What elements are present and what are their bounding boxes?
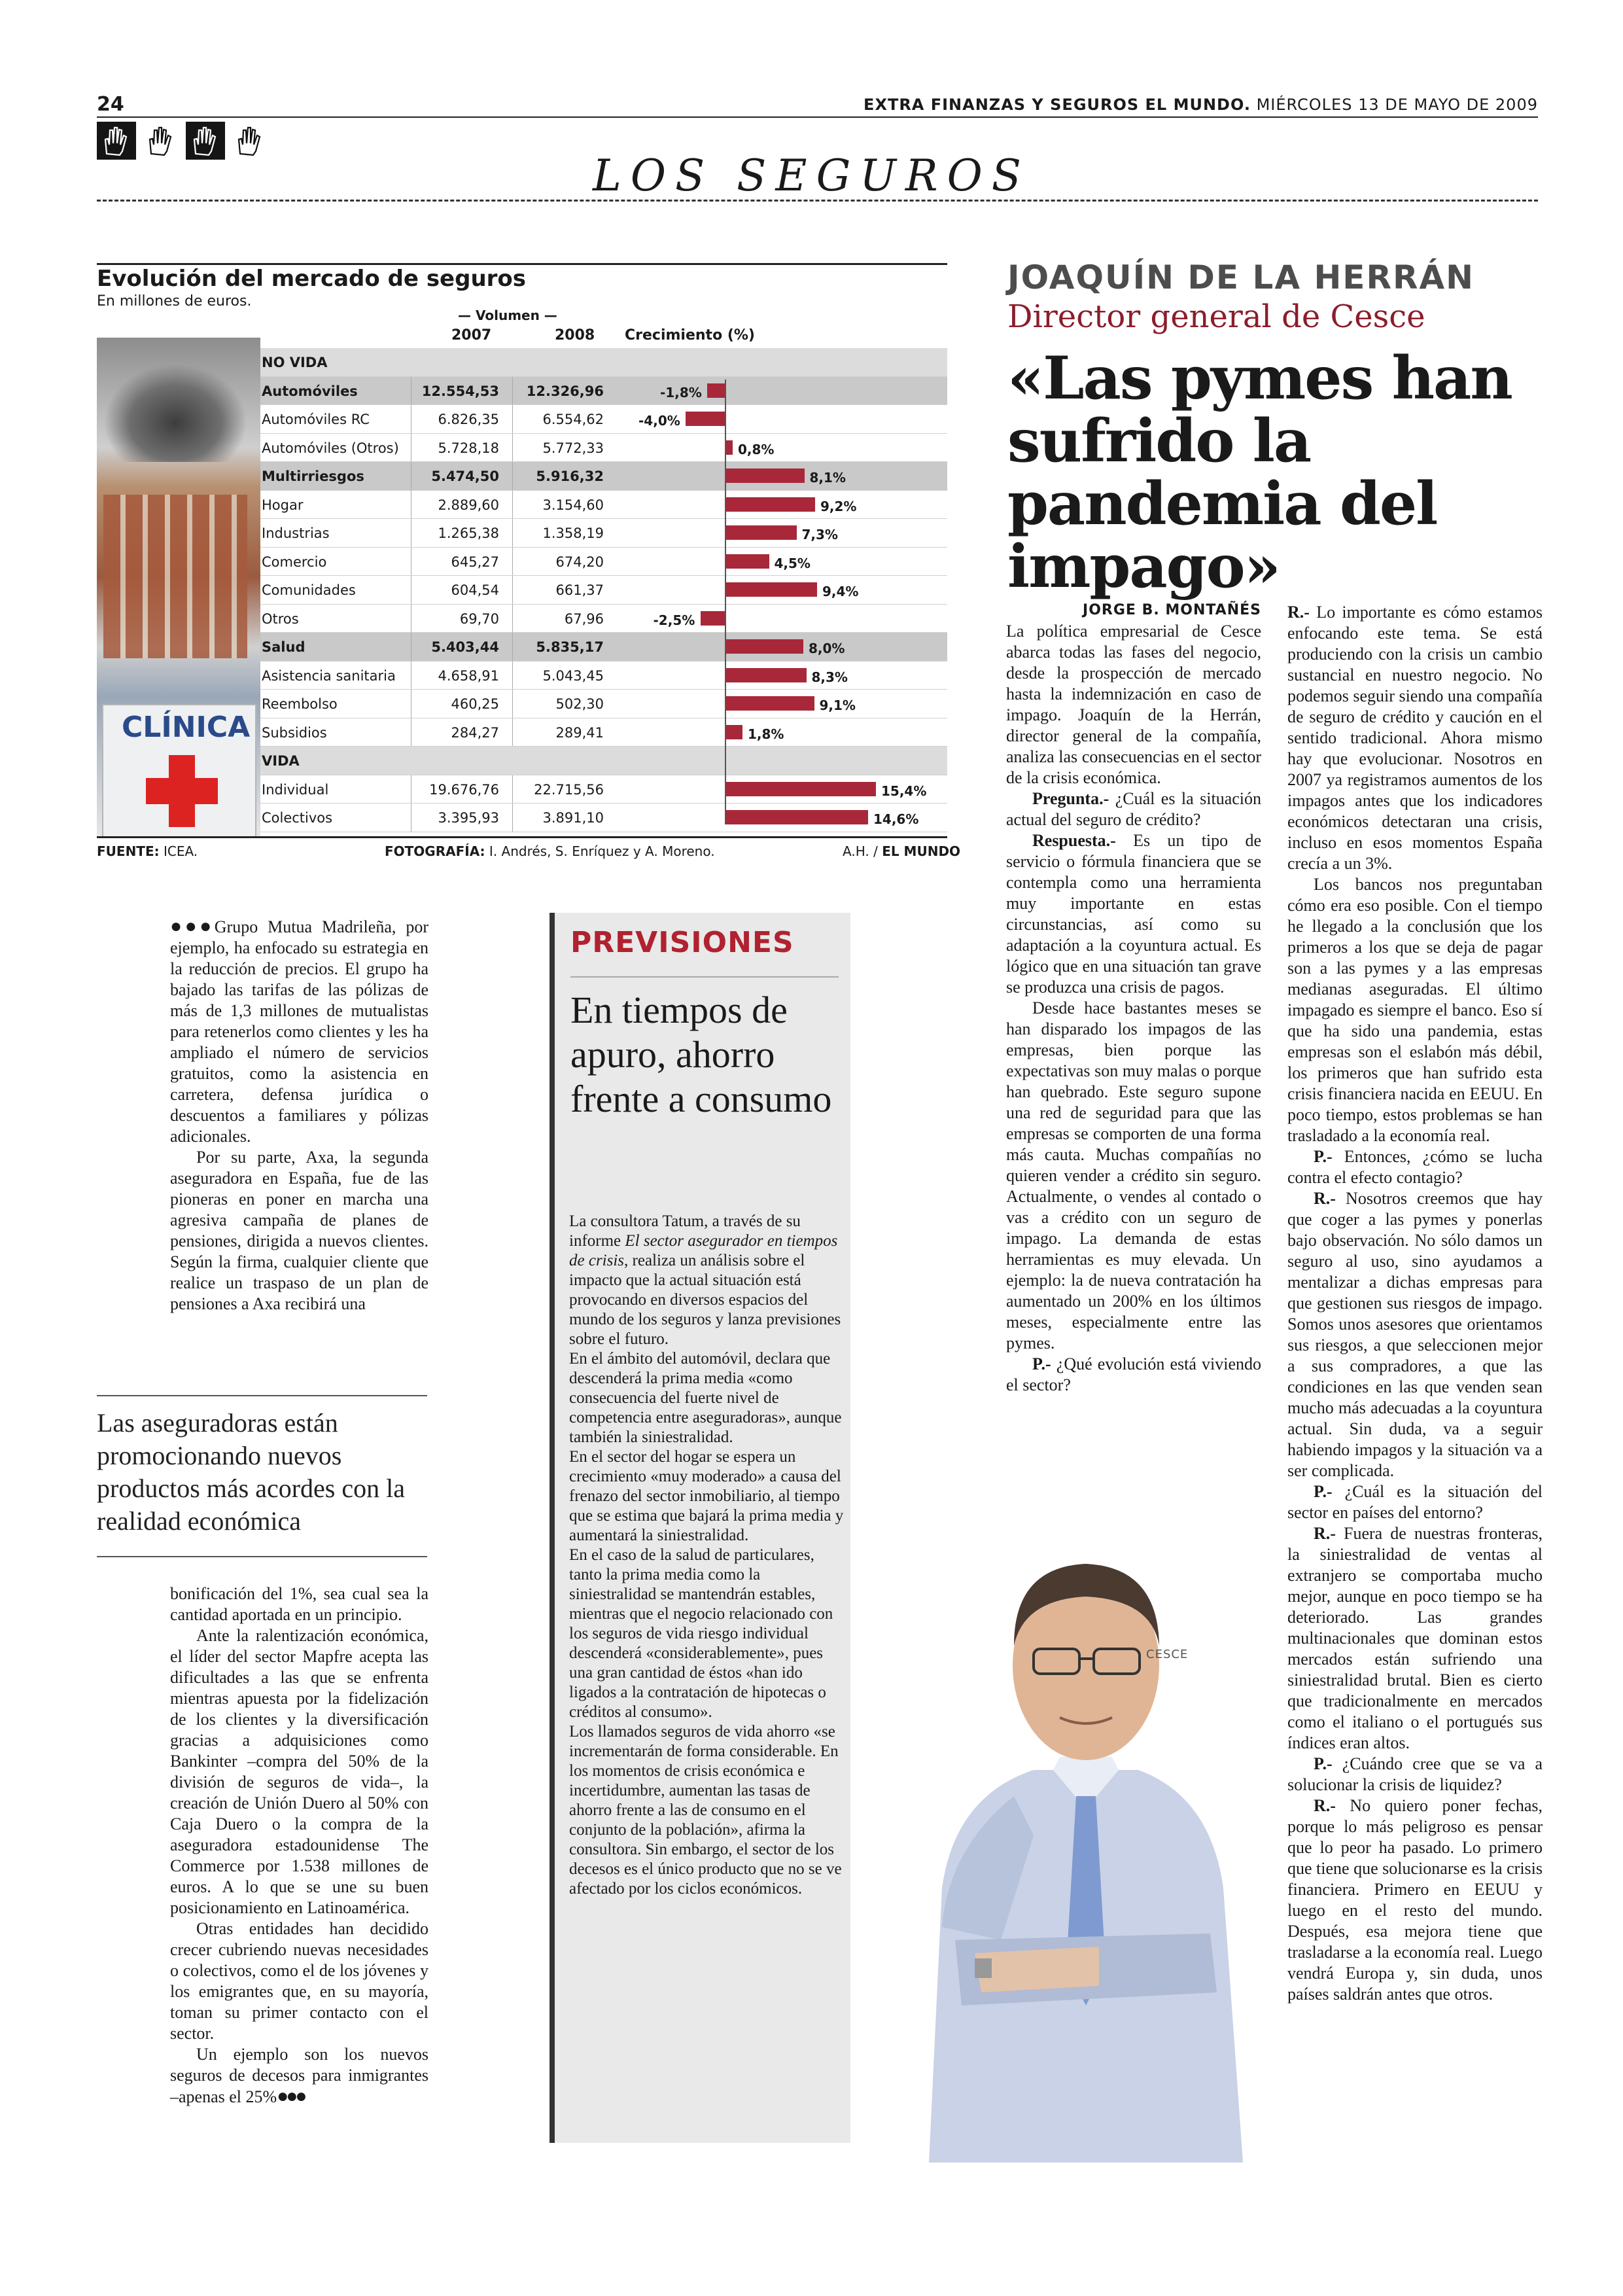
chart-value-2007: 4.658,91 [438,667,499,684]
car-photo [103,364,247,462]
chart-bar [707,383,725,398]
chart-bar-label: -4,0% [638,413,680,429]
paragraph-text: Ante la ralentización económica, el líder del sector Mapfre acepta las dificultades a las que se enfrenta mientras apuesta por la fidelización de los clientes y la diversificación gracias a adquisiciones como Bankinter –compra del 50% de la división de seguros de vida–, la creación de Unión Duero al 50% con Caja Duero o la compra de la aseguradora estadounidense The Commerce por 1.538 millones de euros. A lo que se une su buen posicionamiento en Latinoamérica. [170,1626,428,1917]
left-article-top [170,916,428,1315]
chart-value-2007: 69,70 [459,610,499,627]
chart-row [260,804,947,832]
chart-row [260,605,947,633]
chart-value-2008: 5.772,33 [542,440,604,456]
chart-value-2008: 3.891,10 [542,810,604,826]
chart-bar [725,668,807,682]
paragraph-text: Un ejemplo son los nuevos seguros de decesos para inmigrantes –apenas el 25% [170,2045,428,2106]
chart-row-label: Comunidades [262,582,356,598]
left-article-paragraph [170,916,428,1147]
paragraph-text: ¿Cuál es la situación del sector en países del entorno? [1287,1482,1543,1522]
qa-marker: R.- [1314,1796,1336,1815]
chart-row-label: Salud [262,639,305,655]
sidebar-text-pre: En el caso de la salud de particulares, tanto la prima media como la siniestralidad se mantendrán estables, mientras que el negocio relacionado con los seguros de vida riesgo individual descenderá «considerablemente», pues una gran cantidad de éstos «han ido ligados a la contratación de hipotecas o créditos al consumo». [569,1546,833,1721]
chart-heading [97,266,947,309]
chart-bar-label: 9,2% [820,498,857,514]
paragraph-text: Por su parte, Axa, la segunda aseguradora en España, fue de las pioneras en poner en marcha una agresiva campaña de planes de pensiones, dirigida a nuevos clientes. Según la firma, cualquier cliente que realice un traspaso de un plan de pensiones a Axa recibirá una [170,1148,428,1313]
interview-column-2 [1287,602,1543,2005]
chart-value-2007: 6.826,35 [438,412,499,427]
chart-value-2008: 22.715,56 [534,781,604,798]
paragraph-text: Entonces, ¿cómo se lucha contra el efecto contagio? [1287,1147,1543,1187]
chart-bar-label: 1,8% [748,726,784,742]
chart-bar [725,725,742,739]
paragraph-text: Fuera de nuestras fronteras, la siniestralidad de ventas al extranjero se comportaba mucho mejor, aunque en poco tiempo se ha deteriorado. Las grandes multinacionales que dominan estos mercados están sufriendo una siniestralidad brutal. Bien es cierto que tradicionalmente en mercados como el italiano o el portugués sus índices eran altos. [1287,1524,1543,1752]
chart-row-label: Subsidios [262,724,327,741]
qa-marker: R.- [1287,603,1310,622]
sidebar-text-pre: La consultora Tatum, a través de su informe [569,1212,801,1250]
chart-value-2008: 502,30 [555,696,604,712]
paragraph-text: Desde hace bastantes meses se han disparado los impagos de las empresas, bien porque las expectativas son muy malas o porque han quebrado. Este seguro supone una red de seguridad para que las empresas se comporten de una forma más cauta. Muchas compañías no quieren vender a crédito sin seguro. Actualmente, o vendes al contado o vas a crédito con un seguro de impago. La demanda de estas herramientas es muy elevada. Un ejemplo: la de nueva contratación ha aumentado un 200% en los últimos meses, especialmente entre las pymes. [1006,998,1261,1352]
chart-bar [725,497,815,512]
chart-row-label: Colectivos [262,810,333,826]
bullet-dots: ●●● [170,915,215,937]
chart-row [260,434,947,463]
chart-bar-label: 15,4% [881,783,927,799]
chart-row-divider [512,434,513,462]
chart-bar-label: 9,4% [822,584,859,599]
paragraph-text: Es un tipo de servicio o fórmula financiera que se contempla como una herramienta muy importante en estas circunstancias, así como su adaptación a la coyuntura actual. Es lógico que en una situación tan grave se produzca una crisis de pagos. [1006,831,1261,997]
interview-paragraph [1287,1188,1543,1481]
chart-bar [725,582,817,597]
chart-value-2008: 5.043,45 [542,667,604,684]
chart-row-divider [512,690,513,718]
paragraph-text: Otras entidades han decidido crecer cubriendo nuevas necesidades o colectivos, como el de los jóvenes y los emigrantes que, en su mayoría, toman su primer contacto con el sector. [170,1919,428,2043]
col-2007: 2007 [451,327,492,344]
pull-quote-rule-top [97,1395,427,1396]
sidebar-headline: En tiempos de apuro, ahorro frente a consumo [570,989,832,1120]
chart-row-divider [512,718,513,747]
chart-row-label: Automóviles [262,383,358,399]
chart-row-label: Comercio [262,554,327,570]
paragraph-text: ¿Cuál es la situación actual del seguro de crédito? [1006,789,1261,829]
chart-row-label: Industrias [262,525,330,541]
section-rule [97,200,1538,202]
chart-row-label: Asistencia sanitaria [262,667,396,684]
chart-bar-label: 8,1% [809,470,846,486]
sidebar-text-pre: Los llamados seguros de vida ahorro «se incrementarán de forma considerable. En los momentos de crisis económica e incertidumbre, aumentan las tasas de ahorro frente a las de consumo en el conjunto de la población», afirma la consultora. Sin embargo, el sector de los decesos es el único producto que no se ve afectado por los ciclos económicos. [569,1723,842,1898]
chart-value-2007: 3.395,93 [438,810,499,826]
interviewee-role: Director general de Cesce [1007,298,1425,335]
publication-line [864,96,1538,114]
interview-paragraph [1287,1146,1543,1188]
sidebar-paragraph [569,1447,844,1545]
left-article-bottom [170,1583,428,2108]
chart-value-2007: 460,25 [451,696,499,712]
interview-paragraph [1287,1795,1543,2005]
sidebar-report-title: El sector asegurador en tiempos de crisis [569,1232,838,1269]
chart-photo-credit: FOTOGRAFÍA: I. Andrés, S. Enríquez y A. Moreno. [385,843,715,859]
chart-bar [725,554,769,569]
chart-source: FUENTE: ICEA. [97,843,198,859]
chart-value-2008: 67,96 [564,610,604,627]
qa-marker: R.- [1314,1189,1336,1208]
portrait-credit: CESCE [1146,1648,1189,1661]
chart-top-rule [97,263,947,265]
pull-quote: Las aseguradoras están promocionando nuevos productos más acordes con la realidad económica [97,1408,405,1536]
interview-paragraph [1287,1523,1543,1754]
sidebar-paragraph [569,1212,844,1349]
chart-table [260,348,947,832]
chart-row-divider [512,519,513,547]
interview-paragraph [1006,621,1261,788]
chart-value-2008: 5.835,17 [536,639,604,655]
chart-bar [725,810,868,824]
chart-row-divider [512,462,513,490]
sidebar-text-pre: En el sector del hogar se espera un crecimiento «muy moderado» a causa del frenazo del sector inmobiliario, al tiempo que se estima que bajará la prima media y aumentará la siniestralidad. [569,1448,844,1544]
chart-row-label: Reembolso [262,696,338,712]
chart-value-2008: 3.154,60 [542,497,604,513]
publication-date: MIÉRCOLES 13 DE MAYO DE 2009 [1256,96,1538,114]
interview-paragraph [1287,602,1543,874]
chart-value-2008: 12.326,96 [526,383,604,399]
left-article-paragraph [170,2044,428,2108]
chart-value-2008: 289,41 [555,724,604,741]
chart-row-divider [512,377,513,405]
paragraph-text: Lo importante es cómo estamos enfocando este tema. Se está produciendo con la crisis un cambio sustancial en nuestro negocio. No podemos seguir siendo una compañía de seguro de crédito y caución en el sentido tradicional. Ahora mismo hay que evolucionar. Nosotros en 2007 ya registramos aumentos de los impagos antes que los indicadores económicos detectaran una crisis, incluso en esos momentos España crecía a un 3%. [1287,603,1543,873]
chart-row-divider [512,775,513,804]
paragraph-text: Grupo Mutua Madrileña, por ejemplo, ha enfocado su estrategia en la reducción de precios. El grupo ha bajado las tarifas de las pólizas de más de 1,3 millones de mutualistas para retenerlos como clientes y les ha ampliado el número de servicios gratuitos, como la asistencia en carretera, defensa jurídica o descuentos a familiares y pólizas adicionales. [170,917,428,1146]
chart-row [260,405,947,434]
chart-graphic-credit: A.H. / EL MUNDO [843,843,961,859]
chart-row-divider [512,605,513,633]
chart-row-divider [512,548,513,576]
sidebar-divider [570,976,839,978]
interviewee-name: JOAQUÍN DE LA HERRÁN [1007,258,1475,296]
chart-row-divider [512,804,513,832]
chart-value-2007: 19.676,76 [429,781,499,798]
paragraph-text: Nosotros creemos que hay que coger a las pymes y ponerlas bajo observación. No sólo damos un seguro al uso, sino ayudamos a mentalizar a dichas empresas para que gestionen sus riesgos de impago. Somos unos asesores que orientamos sus riesgos, a que seleccionen mejor a sus compradores, a que las condiciones en las que venden sean mucho más adecuadas a la coyuntura actual. Sin duda, va a seguir habiendo impagos y la situación va a ser complicada. [1287,1189,1543,1480]
chart-value-2008: 674,20 [555,554,604,570]
sidebar-accent-rule [550,913,555,2143]
chart-value-2008: 1.358,19 [542,525,604,541]
paragraph-text: Los bancos nos preguntaban cómo era eso posible. Con el tiempo he llegado a la conclusión que los primeros a los que se deja de pagar son a las pymes y a las empresas medianas aseguradas. El último impagado es siempre el banco. Eso sí que ha sido una pandemia, estas empresas son el eslabón más débil, los primeros que han sufrido esta crisis financiera nacida en EEUU. En poco tiempo, estos problemas se han trasladado a la economía real. [1287,875,1543,1145]
left-article-paragraph [170,1147,428,1315]
interview-paragraph [1006,788,1261,830]
chart-row-divider [512,405,513,433]
chart-row [260,519,947,548]
chart-row [260,548,947,576]
chart-bar-label: 7,3% [801,527,838,542]
chart-bar [725,468,805,483]
chart-bar-label: 9,1% [819,698,856,713]
qa-marker: Respuesta.- [1032,831,1116,850]
byline: JORGE B. MONTAÑÉS [1083,602,1261,618]
interview-column-1 [1006,602,1261,1396]
chart-row [260,747,947,775]
chart-row-label: Hogar [262,497,304,513]
left-article-paragraph [170,1625,428,1918]
chart-photo-strip [97,338,260,836]
interview-paragraph [1287,1481,1543,1523]
chart-row-label: Otros [262,610,299,627]
chart-row-label: Individual [262,781,329,798]
chart-value-2007: 2.889,60 [438,497,499,513]
chart-bar [725,782,876,796]
chart-row-label: NO VIDA [262,355,328,370]
building-photo [103,495,247,658]
sidebar-text-post: , realiza un análisis sobre el impacto que la actual situación está provocando en diversos espacios del mundo de los seguros y lanza previsiones sobre el futuro. [569,1252,841,1348]
chart-bar-label: -2,5% [653,612,695,628]
chart-title: Evolución del mercado de seguros [97,266,527,292]
chart-value-2008: 6.554,62 [542,412,604,427]
section-title: LOS SEGUROS [593,150,1030,201]
col-growth: Crecimiento (%) [625,327,755,344]
sidebar-text [569,1212,844,1899]
chart-row [260,633,947,662]
sidebar-paragraph [569,1722,844,1899]
chart-row-divider [512,491,513,519]
sidebar-text-pre: En el ámbito del automóvil, declara que descenderá la prima media «como consecuencia del fuerte nivel de competencia entre aseguradoras», aunque también la siniestralidad. [569,1350,842,1446]
chart-row-label: Automóviles RC [262,412,370,427]
pull-quote-rule-bottom [97,1556,427,1557]
chart-row-label: Multirriesgos [262,468,364,484]
chart-row-label: Automóviles (Otros) [262,440,399,456]
clinic-sign-photo [102,704,256,836]
interview-paragraph [1006,998,1261,1354]
chart-row [260,377,947,406]
chart-value-2007: 284,27 [451,724,499,741]
qa-marker: P.- [1032,1354,1051,1373]
left-article-paragraph [170,1583,428,1625]
sidebar-paragraph [569,1545,844,1722]
paragraph-text: La política empresarial de Cesce abarca todas las fases del negocio, desde la prospección de mercado hasta la indemnización en caso de impago. Joaquín de la Herrán, director general de la compañía, analiza las consecuencias en el sector de la crisis económica. [1006,622,1261,787]
chart-zero-axis [725,380,726,824]
portrait-photo [903,1430,1269,2163]
interview-headline: «Las pymes han sufrido la pandemia del impago» [1007,344,1512,601]
interview-paragraph [1006,1354,1261,1396]
chart-row [260,491,947,520]
chart-bar-label: 0,8% [738,441,775,457]
chart-value-2007: 604,54 [451,582,499,598]
chart-subtitle: En millones de euros. [97,293,252,309]
qa-marker: P.- [1314,1482,1333,1501]
chart-value-2008: 661,37 [555,582,604,598]
chart-row-label: VIDA [262,753,300,769]
qa-marker: R.- [1314,1524,1336,1543]
chart-value-2007: 5.403,44 [431,639,499,655]
chart-bar-label: -1,8% [660,384,702,400]
end-bullet-dots: ●●● [277,2085,305,2107]
qa-marker: Pregunta.- [1032,789,1109,808]
sidebar-tag: PREVISIONES [570,926,794,959]
chart-row [260,690,947,718]
chart-value-2007: 12.554,53 [421,383,499,399]
chart-row [260,718,947,747]
chart-value-2008: 5.916,32 [536,468,604,484]
publication-name: EXTRA FINANZAS Y SEGUROS EL MUNDO. [864,96,1251,114]
chart-value-2007: 5.474,50 [431,468,499,484]
volume-label: — Volumen — [458,308,557,323]
col-2008: 2008 [555,327,595,344]
interview-paragraph [1287,874,1543,1146]
chart-value-2007: 645,27 [451,554,499,570]
chart-row-divider [512,662,513,690]
chart-bar [686,412,725,426]
header-rule [97,116,1538,118]
qa-marker: P.- [1314,1147,1333,1166]
paragraph-text: No quiero poner fechas, porque lo más peligroso es pensar que lo peor ha pasado. Lo primero que tiene que solucionarse es la crisis financiera. Primero en EEUU y luego en el resto del mundo. Después, esa mejora tiene que trasladarse a la economía real. Luego vendrá Europa y, sin duda, unos países saldrán antes que otros. [1287,1796,1543,2004]
interview-paragraph [1006,830,1261,998]
page-number: 24 [97,93,124,116]
chart-bar-label: 8,3% [811,669,848,685]
chart-bar [725,639,803,654]
chart-row-divider [512,576,513,604]
chart-bar [701,611,725,626]
paragraph-text: ¿Cuándo cree que se va a solucionar la crisis de liquidez? [1287,1754,1543,1794]
chart-value-2007: 5.728,18 [438,440,499,456]
interview-paragraph [1287,1754,1543,1795]
chart-row [260,662,947,690]
paragraph-text: bonificación del 1%, sea cual sea la cantidad aportada en un principio. [170,1584,428,1624]
chart-bar [725,525,797,540]
clinic-sign-text: CLÍNICA [122,711,251,744]
chart-bar-label: 4,5% [774,555,811,571]
chart-row [260,462,947,491]
qa-marker: P.- [1314,1754,1333,1773]
chart-row-divider [512,633,513,661]
chart-value-2007: 1.265,38 [438,525,499,541]
chart-footer [97,836,961,862]
left-article-paragraph [170,1918,428,2044]
chart-bar [725,696,814,711]
chart-row [260,348,947,377]
sidebar-paragraph [569,1349,844,1447]
chart-bar-label: 8,0% [809,641,845,656]
chart-row [260,775,947,804]
chart-bar-label: 14,6% [873,811,919,827]
paragraph-text: ¿Qué evolución está viviendo el sector? [1006,1354,1261,1394]
chart-row [260,576,947,605]
